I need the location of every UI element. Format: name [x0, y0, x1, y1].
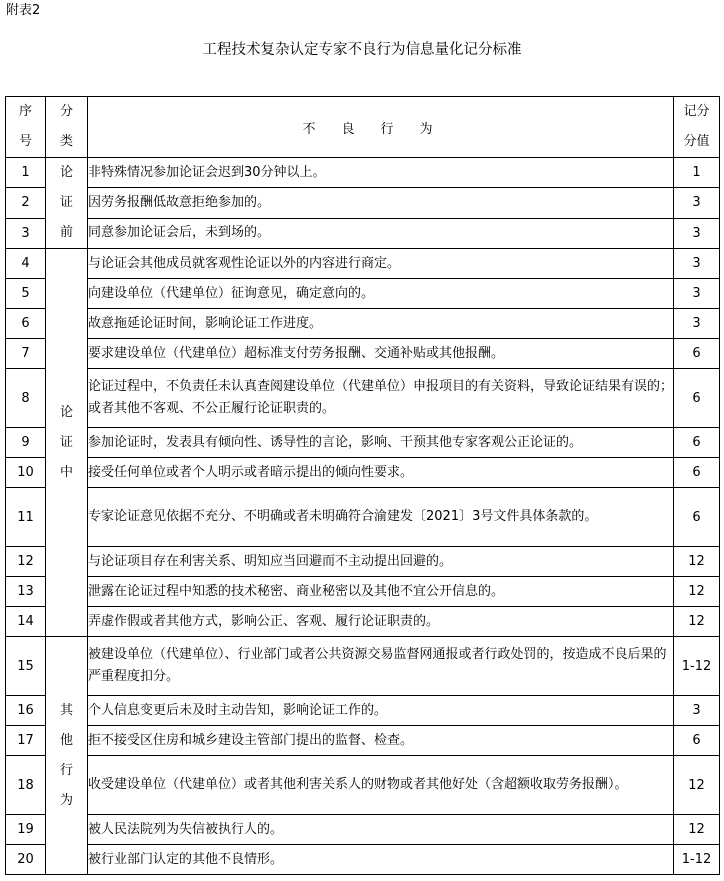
- header-seq-line: 号: [18, 134, 32, 149]
- table-row: [6, 369, 720, 428]
- table-row: [6, 158, 720, 188]
- header-score: [674, 97, 720, 158]
- category-char: 论: [59, 404, 73, 420]
- table-row: [6, 577, 720, 607]
- header-behavior: 不良行为: [88, 97, 674, 158]
- row-number: 15: [6, 637, 46, 696]
- row-number: 7: [6, 339, 46, 369]
- category-char: 为: [59, 792, 73, 808]
- row-description: 因劳务报酬低故意拒绝参加的。: [88, 188, 674, 218]
- table-row: [6, 637, 720, 696]
- category-before: [46, 158, 88, 249]
- category-char: 其: [59, 702, 73, 718]
- row-description: 收受建设单位（代建单位）或者其他利害关系人的财物或者其他好处（含超额收取劳务报酬）。: [88, 756, 674, 815]
- row-number: 16: [6, 696, 46, 726]
- table-row: [6, 339, 720, 369]
- row-score: 12: [674, 756, 720, 815]
- table-row: [6, 458, 720, 488]
- row-description: 非特殊情况参加论证会迟到30分钟以上。: [88, 158, 674, 188]
- row-number: 5: [6, 279, 46, 309]
- row-score: 6: [674, 488, 720, 547]
- header-row: [6, 97, 720, 158]
- row-description: 专家论证意见依据不充分、不明确或者未明确符合渝建发〔2021〕3号文件具体条款的。: [88, 488, 674, 547]
- table-row: [6, 279, 720, 309]
- row-score: 12: [674, 577, 720, 607]
- header-seq: [6, 97, 46, 158]
- row-score: 6: [674, 339, 720, 369]
- row-score: 3: [674, 279, 720, 309]
- header-score-line: 记分: [683, 104, 710, 119]
- table-row: [6, 607, 720, 637]
- header-category: [46, 97, 88, 158]
- row-number: 12: [6, 547, 46, 577]
- table-row: [6, 188, 720, 218]
- row-score: 12: [674, 547, 720, 577]
- document-title: 工程技术复杂认定专家不良行为信息量化记分标准: [202, 42, 522, 58]
- table-row: [6, 488, 720, 547]
- row-description: 被行业部门认定的其他不良情形。: [88, 845, 674, 875]
- category-char: 证: [59, 434, 73, 450]
- table-row: [6, 218, 720, 248]
- row-number: 11: [6, 488, 46, 547]
- row-description: 向建设单位（代建单位）征询意见，确定意向的。: [88, 279, 674, 309]
- category-char: 前: [59, 225, 73, 240]
- row-score: 6: [674, 458, 720, 488]
- row-score: 12: [674, 607, 720, 637]
- row-score: 1-12: [674, 637, 720, 696]
- row-description: 被人民法院列为失信被执行人的。: [88, 815, 674, 845]
- row-number: 9: [6, 428, 46, 458]
- row-description: 个人信息变更后未及时主动告知，影响论证工作的。: [88, 696, 674, 726]
- category-other: [46, 637, 88, 875]
- row-score: 1: [674, 158, 720, 188]
- table-row: [6, 726, 720, 756]
- table-row: [6, 696, 720, 726]
- row-score: 6: [674, 726, 720, 756]
- row-number: 18: [6, 756, 46, 815]
- row-score: 12: [674, 815, 720, 845]
- row-description: 与论证项目存在利害关系、明知应当回避而不主动提出回避的。: [88, 547, 674, 577]
- row-number: 8: [6, 369, 46, 428]
- row-score: 6: [674, 369, 720, 428]
- row-number: 10: [6, 458, 46, 488]
- header-seq-line: 序: [18, 104, 32, 119]
- row-description: 与论证会其他成员就客观性论证以外的内容进行商定。: [88, 249, 674, 279]
- row-score: 6: [674, 428, 720, 458]
- row-number: 20: [6, 845, 46, 875]
- row-description: 拒不接受区住房和城乡建设主管部门提出的监督、检查。: [88, 726, 674, 756]
- row-description: 参加论证时，发表具有倾向性、诱导性的言论，影响、干预其他专家客观公正论证的。: [88, 428, 674, 458]
- category-char: 证: [59, 195, 73, 210]
- row-description: 故意拖延论证时间，影响论证工作进度。: [88, 309, 674, 339]
- row-number: 3: [6, 218, 46, 248]
- table-row: [6, 756, 720, 815]
- row-description: 论证过程中，不负责任未认真查阅建设单位（代建单位）申报项目的有关资料，导致论证结果有误的；或者其他不客观、不公正履行论证职责的。: [88, 369, 674, 428]
- attachment-label: 附表2: [6, 3, 41, 18]
- row-score: 3: [674, 309, 720, 339]
- row-description: 被建设单位（代建单位）、行业部门或者公共资源交易监督网通报或者行政处罚的，按造成不良后果的严重程度扣分。: [88, 637, 674, 696]
- row-score: 3: [674, 218, 720, 248]
- row-number: 1: [6, 158, 46, 188]
- category-char: 他: [59, 732, 73, 748]
- row-score: 3: [674, 249, 720, 279]
- category-during: [46, 249, 88, 637]
- row-number: 14: [6, 607, 46, 637]
- row-number: 19: [6, 815, 46, 845]
- row-description: 弄虚作假或者其他方式，影响公正、客观、履行论证职责的。: [88, 607, 674, 637]
- table-row: [6, 309, 720, 339]
- row-number: 17: [6, 726, 46, 756]
- row-description: 接受任何单位或者个人明示或者暗示提出的倾向性要求。: [88, 458, 674, 488]
- row-score: 3: [674, 696, 720, 726]
- row-description: 要求建设单位（代建单位）超标准支付劳务报酬、交通补贴或其他报酬。: [88, 339, 674, 369]
- table-row: [6, 845, 720, 875]
- table-row: [6, 547, 720, 577]
- header-category-line: 分: [59, 104, 73, 119]
- row-description: 同意参加论证会后，未到场的。: [88, 218, 674, 248]
- row-number: 4: [6, 249, 46, 279]
- table-row: [6, 815, 720, 845]
- category-char: 论: [59, 165, 73, 180]
- category-char: 行: [59, 762, 73, 778]
- row-score: 3: [674, 188, 720, 218]
- row-score: 1-12: [674, 845, 720, 875]
- table-row: [6, 428, 720, 458]
- category-char: 中: [59, 464, 73, 480]
- row-number: 6: [6, 309, 46, 339]
- header-category-line: 类: [59, 134, 73, 149]
- score-table: [5, 96, 720, 875]
- header-score-line: 分值: [683, 134, 710, 149]
- row-description: 泄露在论证过程中知悉的技术秘密、商业秘密以及其他不宜公开信息的。: [88, 577, 674, 607]
- table-row: [6, 249, 720, 279]
- row-number: 13: [6, 577, 46, 607]
- row-number: 2: [6, 188, 46, 218]
